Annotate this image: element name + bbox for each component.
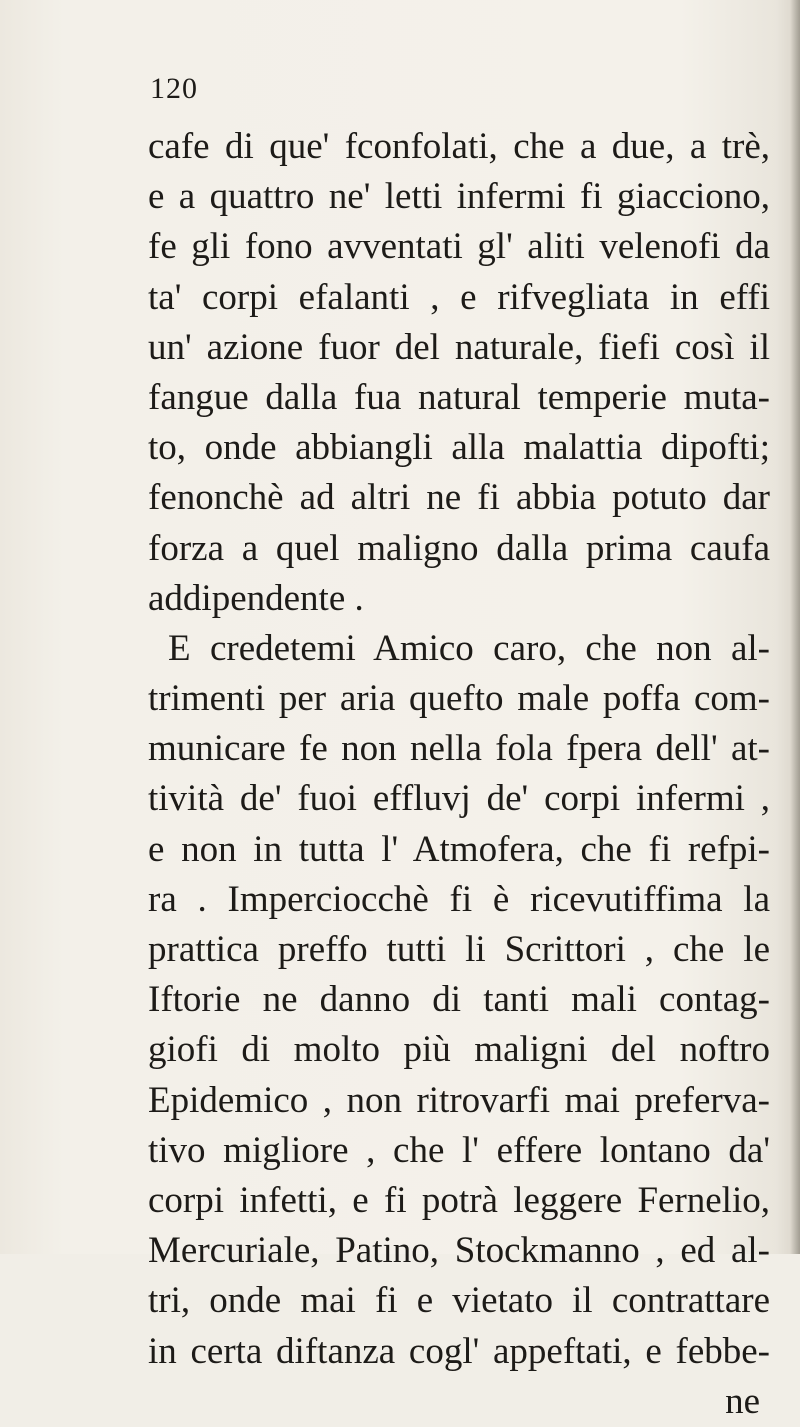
text-line: addipendente . — [148, 577, 364, 619]
text-line: trimenti per aria quefto male poffa com- — [148, 678, 770, 720]
text-line: forza a quel maligno dalla prima caufa — [148, 527, 770, 569]
text-line: fenonchè ad altri ne fi abbia potuto dar — [148, 477, 770, 519]
text-line: cafe di que' fconfolati, che a due, a trè, — [148, 126, 770, 167]
text-line: corpi infetti, e fi potrà leggere Fernelio, — [148, 1179, 770, 1221]
text-line: municare fe non nella fola fpera dell' at- — [148, 728, 770, 770]
text-line: tività de' fuoi effluvj de' corpi infermi , — [148, 778, 770, 820]
text-line: Iftorie ne danno di tanti mali contag- — [148, 979, 770, 1021]
text-line: fe gli fono avventati gl' aliti velenofi da — [148, 226, 770, 268]
text-line: fangue dalla fua natural temperie muta- — [148, 376, 770, 418]
text-line: prattica preffo tutti li Scrittori , che le — [148, 929, 770, 970]
text-line: giofi di molto più maligni del noftro — [148, 1029, 770, 1071]
page-number: 120 — [150, 72, 198, 105]
text-line: ra . Imperciocchè fi è ricevutiffima la — [148, 878, 770, 920]
text-line: tri, onde mai fi e vietato il contrattare — [148, 1280, 770, 1322]
text-line: e non in tutta l' Atmofera, che fi refpi- — [148, 828, 770, 870]
text-line: e a quattro ne' letti infermi fi giacciono, — [148, 176, 770, 218]
text-line: un' azione fuor del naturale, fiefi così il — [148, 326, 770, 368]
text-line: to, onde abbiangli alla malattia dipofti; — [148, 427, 770, 469]
body-text — [148, 122, 770, 1427]
text-line: ta' corpi efalanti , e rifvegliata in effi — [148, 276, 770, 318]
text-line: Mercuriale, Patino, Stockmanno , ed al- — [148, 1230, 770, 1272]
text-line: in certa diftanza cogl' appeftati, e febbe- — [148, 1330, 770, 1372]
text-line: E credetemi Amico caro, che non al- — [168, 627, 770, 669]
text-line: tivo migliore , che l' effere lontano da' — [148, 1129, 770, 1171]
text-line: Epidemico , non ritrovarfi mai preferva- — [148, 1079, 770, 1121]
page-edge-shadow — [790, 0, 800, 1254]
catchword: ne — [725, 1380, 760, 1422]
